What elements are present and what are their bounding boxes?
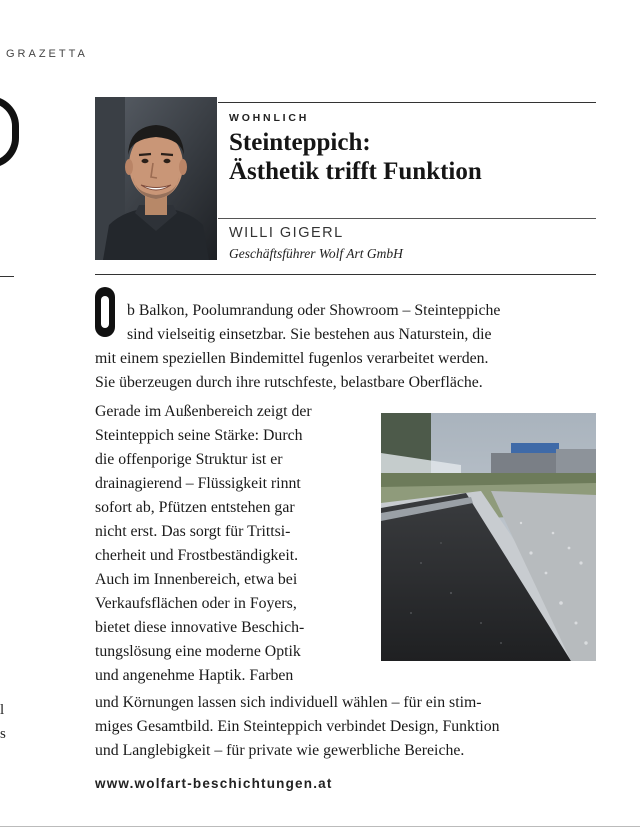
body-line: Sie überzeugen durch ihre rutschfeste, belastbare Oberfläche. <box>95 374 483 391</box>
body-line: nicht erst. Das sorgt für Trittsi- <box>95 523 291 540</box>
body-line: und angenehme Haptik. Farben <box>95 667 294 684</box>
body-line: sofort ab, Pfützen entstehen gar <box>95 499 295 516</box>
previous-page-rule <box>0 276 14 277</box>
headline-line: Steinteppich: <box>229 129 371 156</box>
previous-page-text-fragment: s <box>0 726 6 742</box>
body-line: die offenporige Struktur ist er <box>95 451 283 468</box>
body-line: b Balkon, Poolumrandung oder Showroom – Steinteppiche <box>127 302 501 319</box>
author-portrait <box>95 97 217 260</box>
header-top-rule <box>218 102 596 103</box>
article-headline <box>229 128 482 186</box>
body-line: Auch im Innenbereich, etwa bei <box>95 571 298 588</box>
body-line: bietet diese innovative Beschich- <box>95 619 305 636</box>
section-label: WOHNLICH <box>229 112 310 124</box>
body-line: tungslösung eine moderne Optik <box>95 643 301 660</box>
header-bottom-rule <box>95 274 596 275</box>
previous-page-dropcap-fragment <box>0 96 19 168</box>
website-url: www.wolfart-beschichtungen.at <box>95 776 333 791</box>
previous-page-text-fragment: l <box>0 702 5 718</box>
stone-carpet-illustration <box>381 413 596 661</box>
body-line: Steinteppich seine Stärke: Durch <box>95 427 303 444</box>
drop-cap-letter-o <box>95 287 115 337</box>
page-bottom-rule <box>0 826 640 827</box>
body-line: und Langlebigkeit – für private wie gewerbliche Bereiche. <box>95 742 465 759</box>
body-line: drainagierend – Flüssigkeit rinnt <box>95 475 301 492</box>
body-line: Verkaufsflächen oder in Foyers, <box>95 595 297 612</box>
body-line: Gerade im Außenbereich zeigt der <box>95 403 312 420</box>
body-line: miges Gesamtbild. Ein Steinteppich verbindet Design, Funktion <box>95 718 500 735</box>
body-line: sind vielseitig einsetzbar. Sie bestehen aus Naturstein, die <box>127 326 492 343</box>
headline-line: Ästhetik trifft Funktion <box>229 158 482 185</box>
body-line: mit einem speziellen Bindemittel fugenlos verarbeitet werden. <box>95 350 489 367</box>
author-name: WILLI GIGERL <box>229 225 344 241</box>
author-role: Geschäftsführer Wolf Art GmbH <box>229 246 403 261</box>
stone-carpet-photo <box>381 413 596 661</box>
author-portrait-illustration <box>95 97 217 260</box>
header-middle-rule <box>218 218 596 219</box>
masthead: GRAZETTA <box>6 48 88 60</box>
body-line: cherheit und Frostbeständigkeit. <box>95 547 299 564</box>
body-line: und Körnungen lassen sich individuell wählen – für ein stim- <box>95 694 482 711</box>
